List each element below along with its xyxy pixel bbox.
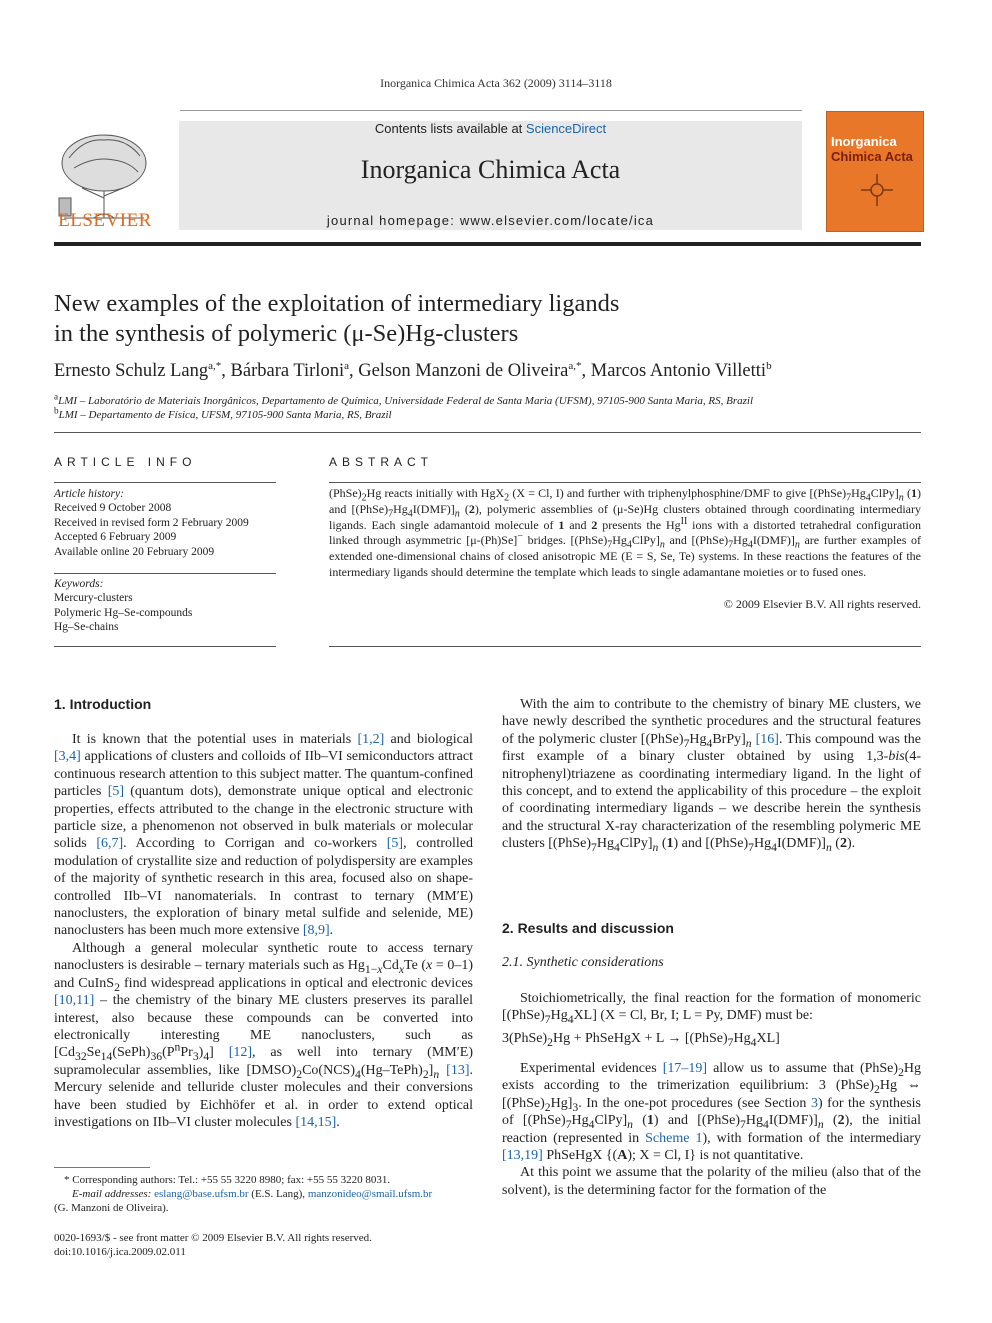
subsection-heading-synthetic: 2.1. Synthetic considerations bbox=[502, 955, 664, 970]
abstract-label: ABSTRACT bbox=[329, 455, 434, 469]
author-name: Gelson Manzoni de Oliveira bbox=[358, 361, 569, 381]
email-link[interactable]: manzonideo@smail.ufsm.br bbox=[307, 1188, 433, 1200]
author-name: Bárbara Tirloni bbox=[230, 361, 345, 381]
divider bbox=[329, 482, 921, 483]
article-info-label: ARTICLE INFO bbox=[54, 455, 197, 469]
affiliation-b: $^b$LMI – Departamento de Física, UFSM, 97105-900 Santa Maria, RS, Brazil bbox=[54, 405, 392, 421]
front-matter-meta: 0020-1693/$ - see front matter © 2009 Elsevier B.V. All rights reserved. doi:10.1016/j.ica.2009.02.011 bbox=[54, 1232, 372, 1258]
email-link[interactable]: eslang@base.ufsm.br bbox=[154, 1188, 249, 1200]
synthetic-body-continued: Experimental evidences [17–19] allow us to assume that $(PhSe)_2Hg$ exists according to the trimerization equilibrium: 3 $(PhSe)_2Hg$ ⇔ $[(PhSe)_2Hg]_3$. In the one-pot procedures (see Section 3) for the synthesis of $[(PhSe)_7Hg_4ClPy]_n$ (1) and $[(PhSe)_7Hg_4I(DMF)]_n$ (2), the initial reaction (represented in Scheme 1), with formation of the intermediary [13,19] PhSeHgX {(A); X = Cl, I} is not quantitative. At this point we assume that the polarity of the milieu (also that of the solvent), is the determining factor for the formation of the bbox=[502, 1061, 922, 1198]
article-title: New examples of the exploitation of intermediary ligands in the synthesis of polymeric (μ-Se)Hg-clusters bbox=[54, 290, 620, 347]
keywords: Keywords: Mercury-clusters Polymeric Hg–Se-compounds Hg–Se-chains bbox=[54, 578, 193, 634]
divider bbox=[54, 482, 276, 483]
divider bbox=[54, 432, 921, 433]
contents-prefix: Contents lists available at bbox=[374, 121, 526, 136]
introduction-body: It is known that the potential uses in materials [1,2] and biological [3,4] applications of clusters and colloids of IIb–VI semiconductors attract continuous research attention to this subject matter. The quantum-confined particles [5] (quantum dots), demonstrate unique optical and electronic properties, effects attributed to the change in the electronic structure with particle size, a phenomenon not observed in bulk materials or molecular solids [6,7]. According to Corrigan and co-workers [5], controlled modulation of crystallite size and reduction of polydispersity are examples of the majority of synthetic research in this area, focused also on shape-controlled IIb–VI nanomaterials. In contrast to ternary (MM′E) nanoclusters, the exploration of binary metal sulfide and selenide, ME) nanoclusters has been much more extensive [8,9]. Although a general molecular synthetic route to access ternary nanoclusters is desirable – ternary materials such as $Hg_{1-x}Cd_xTe$ (x = 0–1) and CuInS$_2$ find widespread applications in optical and electronic devices [10,11] – the chemistry of the binary ME clusters preserves its parallel interest, also because these compounds can be converted into electronically interesting ME nanoclusters, such as $[Cd_{32}Se_{14}(SePh)_{36}(P^nPr_3)_4]$ [12], as well into ternary (MM′E) supramolecular assemblies, like $[DMSO)_2Co(NCS)_4(Hg-TePh)_2]_n$ [13]. Mercury selenide and telluride cluster molecules and their conversions have been studied by Eichhöfer et al. in order to extend optical investigations on IIb–VI cluster molecules [14,15]. bbox=[54, 732, 473, 1130]
sciencedirect-link[interactable]: ScienceDirect bbox=[525, 121, 607, 136]
section-heading-results: 2. Results and discussion bbox=[502, 920, 674, 936]
journal-homepage[interactable]: journal homepage: www.elsevier.com/locate/ica bbox=[326, 213, 655, 228]
section-heading-introduction: 1. Introduction bbox=[54, 696, 152, 712]
journal-title: Inorganica Chimica Acta bbox=[360, 155, 621, 184]
introduction-body-continued: With the aim to contribute to the chemistry of binary ME clusters, we have newly described the synthetic procedures and the structural features of the polymeric cluster $[(PhSe)_7Hg_4BrPy]_n$ [16]. This compound was the first example of a binary cluster obtained by using 1,3-bis(4-nitrophenyl)triazene as coordinating intermediary ligand. In the light of this concept, and to extend the applicability of this procedure – the exploit of coordinating intermediary ligands – we describe herein the synthesis and the structural X-ray characterization of the resembling polymeric ME clusters $[(PhSe)_7Hg_4ClPy]_n$ (1) and $[(PhSe)_7Hg_4I(DMF)]_n$ (2). bbox=[502, 697, 921, 855]
abstract-copyright: © 2009 Elsevier B.V. All rights reserved. bbox=[723, 597, 921, 611]
author-list: Ernesto Schulz Lang$^{a,*}$, Bárbara Tirloni$^a$, Gelson Manzoni de Oliveira$^{a,*}$, Marcos Antonio Villetti$^b$ bbox=[54, 359, 772, 381]
reaction-equation: $3(PhSe)_2Hg$ + PhSeHgX + $L \to [(PhSe)_7Hg_4XL]$ bbox=[502, 1031, 780, 1049]
synthetic-body: Stoichiometrically, the final reaction for the formation of monomeric $[(PhSe)_7Hg_4XL] (X = Cl$, Br, I; L = Py, DMF) must be: bbox=[502, 991, 921, 1027]
elsevier-logo-text: ELSEVIER bbox=[58, 210, 152, 231]
abstract-body: $(PhSe)_2Hg$ reacts initially with HgX$_2$ (X = Cl, I) and further with triphenylphosphine/DMF to give $[(PhSe)_7Hg_4ClPy]_n$ (1) and $[(PhSe)_7Hg_4I(DMF)]_n$ (2), polymeric assemblies of (μ-Se)Hg clusters obtained through coordinating intermediary ligands. Each single adamantoid molecule of 1 and 2 presents the $Hg^{II}$ ions with a distorted tetrahedral configuration linked through asymmetric [μ-(Ph)Se]− bridges. $[(PhSe)_7Hg_4ClPy]_n$ and $[(PhSe)_7Hg_4I(DMF)]_n$ are further examples of extended one-dimensional chains of closed anisotropic ME (E = S, Se, Te) systems. In these reactions the features of the intermediary ligands should determine the template which leads to single adamantane moieties or to fused ones. bbox=[329, 486, 922, 579]
footnotes: * Corresponding authors: Tel.: +55 55 3220 8980; fax: +55 55 3220 8031. E-mail addresses: eslang@base.ufsm.br (E.S. Lang), manzonideo@smail.ufsm.br (G. Manzoni de Oliveira). bbox=[54, 1174, 433, 1214]
footnote-rule bbox=[54, 1167, 150, 1168]
cover-title-line1: Inorganica bbox=[831, 134, 897, 149]
cover-molecule-icon bbox=[857, 170, 897, 210]
divider bbox=[54, 646, 276, 647]
divider bbox=[329, 646, 921, 647]
header-top-rule bbox=[180, 110, 802, 111]
contents-line bbox=[179, 121, 802, 136]
author-name: Marcos Antonio Villetti bbox=[590, 361, 767, 381]
journal-citation: Inorganica Chimica Acta 362 (2009) 3114–3118 bbox=[380, 76, 612, 90]
journal-cover-image bbox=[826, 111, 924, 232]
author-name: Ernesto Schulz Lang bbox=[54, 361, 209, 381]
divider bbox=[54, 573, 276, 574]
affiliation-a: $^a$LMI – Laboratório de Materiais Inorgânicos, Departamento de Química, Universidade Federal de Santa Maria (UFSM), 97105-900 Santa Maria, RS, Brazil bbox=[54, 391, 754, 407]
cover-title-line2: Chimica Acta bbox=[831, 149, 913, 164]
article-history: Article history: Received 9 October 2008 Received in revised form 2 February 2009 Accepted 6 February 2009 Available online 20 February 2009 bbox=[54, 488, 249, 558]
header-bottom-rule bbox=[54, 242, 921, 246]
